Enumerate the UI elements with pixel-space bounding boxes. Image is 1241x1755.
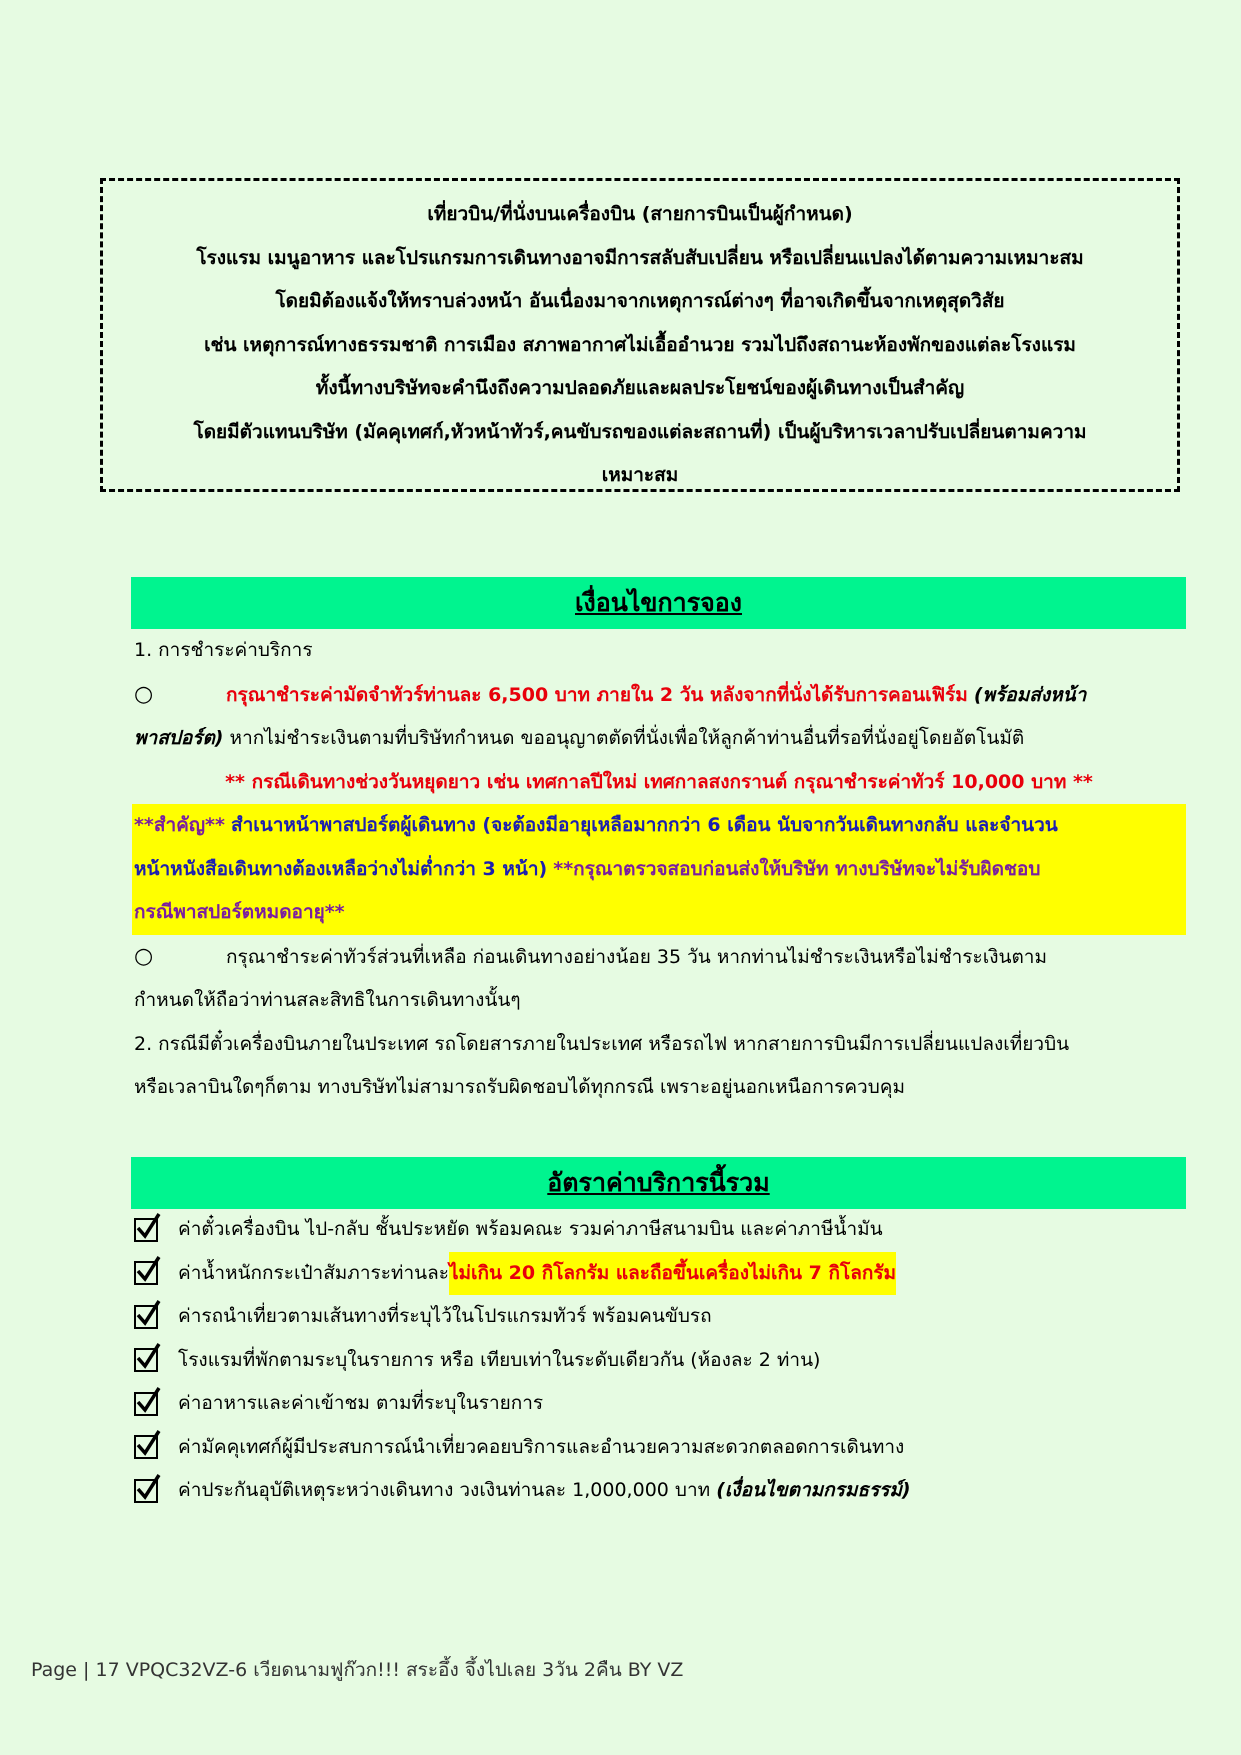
notice-line: โดยมิต้องแจ้งให้ทราบล่วงหน้า อันเนื่องมาจากเหตุการณ์ต่างๆ ที่อาจเกิดขึ้นจากเหตุสุดวิสัย — [275, 290, 1005, 312]
insurance-italic: (เงื่อนไขตามกรมธรรม์) — [716, 1479, 911, 1501]
domestic-line-2: หรือเวลาบินใดๆก็ตาม ทางบริษัทไม่สามารถรับผิดชอบได้ทุกกรณี เพราะอยู่นอกเหนือการควบคุม — [134, 1076, 906, 1098]
list-item — [134, 1339, 1184, 1383]
notice-line: โดยมีตัวแทนบริษัท (มัคคุเทศก์,หัวหน้าทัวร์,คนขับรถของแต่ละสถานที่) เป็นผู้บริหารเวลาปรับเปลี่ยนตามความ — [193, 420, 1087, 443]
important-line-2 — [134, 848, 1186, 892]
booking-conditions-body — [134, 629, 1184, 1110]
deposit-rest-text: หากไม่ชำระเงินตามที่บริษัทกำหนด ขออนุญาตตัดที่นั่งเพื่อให้ลูกค้าท่านอื่นที่รอที่นั่งอยู่โดยอัตโนมัติ — [229, 727, 1025, 749]
included-text: ค่าประกันอุบัติเหตุระหว่างเดินทาง วงเงินท่านละ 1,000,000 บาท — [178, 1479, 711, 1501]
balance-text-1: กรุณาชำระค่าทัวร์ส่วนที่เหลือ ก่อนเดินทางอย่างน้อย 35 วัน หากท่านไม่ชำระเงินหรือไม่ชำระเงินตาม — [226, 945, 1047, 968]
included-text: ค่ารถนำเที่ยวตามเส้นทางที่ระบุไว้ในโปรแกรมทัวร์ พร้อมคนขับรถ — [178, 1305, 712, 1327]
included-heading: อัตราค่าบริการนี้รวม — [131, 1157, 1186, 1209]
deposit-line-1 — [134, 673, 1184, 718]
notice-line: เช่น เหตุการณ์ทางธรรมชาติ การเมือง สภาพอากาศไม่เอื้ออำนวย รวมไปถึงสถานะห้องพักของแต่ละโรงแรม — [204, 333, 1076, 356]
payment-heading: 1. การชำระค่าบริการ — [134, 639, 313, 661]
notice-line: เที่ยวบิน/ที่นั่งบนเครื่องบิน (สายการบินเป็นผู้กำหนด) — [427, 203, 853, 225]
page-footer: Page | 17 VPQC32VZ-6 เวียดนามฟูก๊วก!!! สระอึ้ง จึ้งไปเลย 3วัน 2คืน BY VZ — [31, 1659, 684, 1681]
included-text: โรงแรมที่พักตามระบุในรายการ หรือ เทียบเท่าในระดับเดียวกัน (ห้องละ 2 ท่าน) — [178, 1348, 821, 1371]
important-line-3: กรณีพาสปอร์ตหมดอายุ** — [134, 901, 345, 923]
important-label: **สำคัญ** — [134, 814, 225, 836]
checkbox-checked-icon — [134, 1261, 158, 1285]
important-text-1: สำเนาหน้าพาสปอร์ตผู้เดินทาง (จะต้องมีอายุเหลือมากกว่า 6 เดือน นับจากวันเดินทางกลับ และจำนวน — [230, 814, 1058, 836]
checkbox-checked-icon — [134, 1218, 158, 1242]
important-text-2a: หน้าหนังสือเดินทางต้องเหลือว่างไม่ต่ำกว่า 3 หน้า) — [134, 857, 548, 880]
notice-line: โรงแรม เมนูอาหาร และโปรแกรมการเดินทางอาจมีการสลับสับเปลี่ยน หรือเปลี่ยนแปลงได้ตามความเหมาะสม — [196, 246, 1084, 269]
list-item — [134, 1469, 1184, 1513]
included-text: ค่าน้ำหนักกระเป๋าสัมภาระท่านละ — [178, 1261, 449, 1284]
domestic-line-1: 2. กรณีมีตั๋วเครื่องบินภายในประเทศ รถโดยสารภายในประเทศ หรือรถไฟ หากสายการบินมีการเปลี่ยนแปลงเที่ยวบิน — [134, 1032, 1070, 1055]
included-text: ค่าตั๋วเครื่องบิน ไป-กลับ ชั้นประหยัด พร้อมคณะ รวมค่าภาษีสนามบิน และค่าภาษีน้ำมัน — [178, 1218, 883, 1240]
list-item — [134, 1295, 1184, 1339]
deposit-line-2 — [134, 717, 1184, 761]
bullet-icon: ○ — [134, 943, 154, 969]
checkbox-checked-icon — [134, 1305, 158, 1329]
baggage-highlight: ไม่เกิน 20 กิโลกรัม และถือขึ้นเครื่องไม่เกิน 7 กิโลกรัม — [449, 1252, 896, 1296]
deposit-italic-text-2: พาสปอร์ต) — [134, 727, 224, 749]
balance-line-2: กำหนดให้ถือว่าท่านสละสิทธิในการเดินทางนั้นๆ — [134, 989, 521, 1011]
notice-line: ทั้งนี้ทางบริษัทจะคำนึงถึงความปลอดภัยและผลประโยชน์ของผู้เดินทางเป็นสำคัญ — [315, 377, 965, 399]
important-block — [132, 804, 1186, 935]
checkbox-checked-icon — [134, 1435, 158, 1459]
balance-line-1 — [134, 935, 1184, 980]
notice-box — [100, 178, 1180, 492]
important-text-2b: **กรุณาตรวจสอบก่อนส่งให้บริษัท ทางบริษัทจะไม่รับผิดชอบ — [553, 857, 1041, 880]
deposit-italic-text: (พร้อมส่งหน้า — [973, 683, 1087, 706]
checkbox-checked-icon — [134, 1479, 158, 1503]
list-item — [134, 1252, 1184, 1296]
list-item — [134, 1426, 1184, 1470]
important-line-1 — [134, 804, 1186, 848]
holiday-note: ** กรณีเดินทางช่วงวันหยุดยาว เช่น เทศกาลปีใหม่ เทศกาลสงกรานต์ กรุณาชำระค่าทัวร์ 10,000 บาท ** — [225, 770, 1093, 793]
included-text: ค่าอาหารและค่าเข้าชม ตามที่ระบุในรายการ — [178, 1392, 544, 1414]
notice-line: เหมาะสม — [601, 464, 679, 486]
included-list — [134, 1208, 1184, 1513]
bullet-icon: ○ — [134, 681, 154, 707]
list-item — [134, 1208, 1184, 1252]
list-item — [134, 1382, 1184, 1426]
booking-conditions-heading: เงื่อนไขการจอง — [131, 577, 1186, 629]
included-text: ค่ามัคคุเทศก์ผู้มีประสบการณ์นำเที่ยวคอยบริการและอำนวยความสะดวกตลอดการเดินทาง — [178, 1435, 905, 1458]
deposit-red-text: กรุณาชำระค่ามัดจำทัวร์ท่านละ 6,500 บาท ภายใน 2 วัน หลังจากที่นั่งได้รับการคอนเฟิร์ม — [226, 683, 968, 706]
checkbox-checked-icon — [134, 1348, 158, 1372]
checkbox-checked-icon — [134, 1392, 158, 1416]
